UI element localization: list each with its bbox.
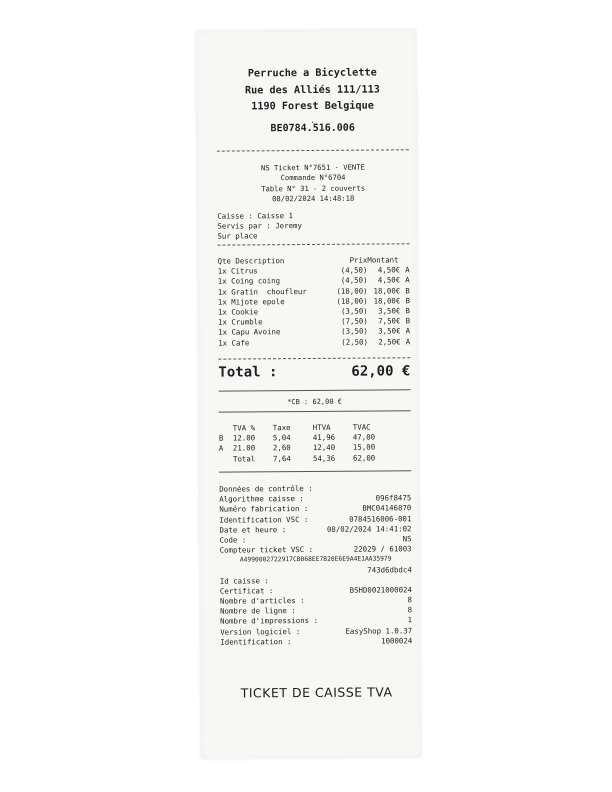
payment-method: *CB : 62,00 € <box>287 397 343 407</box>
item-vat-code: A <box>405 275 410 285</box>
divider <box>217 149 409 151</box>
count-label: Nombre d'impressions : <box>220 616 319 627</box>
vat-col-tvac: TVAC <box>352 422 371 432</box>
item-vat-code: A <box>405 326 411 336</box>
control-value: 22029 / 61003 <box>353 544 412 554</box>
divider <box>217 243 409 245</box>
item-price: (3,50) <box>340 306 368 316</box>
total-label: Total : <box>218 364 278 381</box>
ticket-info <box>217 162 409 205</box>
item-vat-code: B <box>405 285 410 295</box>
receipt-content <box>216 29 413 758</box>
ticket-number: NS Ticket N°7651 - VENTE <box>260 162 365 173</box>
control-label: Certificat : <box>219 586 274 596</box>
vat-tvac: 47,00 <box>352 432 376 442</box>
item-description: 1x Crumble <box>218 317 263 327</box>
vat-code: B <box>218 433 224 443</box>
receipt-paper <box>196 29 421 759</box>
item-amount: 2,50€ <box>378 336 401 347</box>
vat-col-tax: Taxe <box>272 423 291 433</box>
vat-tax: 5,04 <box>272 433 291 443</box>
item-amount: 3,50€ <box>378 326 401 336</box>
item-price: (4,50) <box>340 275 368 286</box>
vat-tax: 2,60 <box>272 443 291 453</box>
vat-col-rate: TVA % <box>232 423 256 433</box>
item-vat-code: A <box>405 265 410 275</box>
vat-rate: 12.00 <box>232 433 256 443</box>
vat-rate: Total <box>232 453 256 464</box>
hash-value: A4990002722917CB068EE7B20E6E9A4E1AA35979 <box>239 555 392 564</box>
item-amount: 7,50€ <box>378 316 401 326</box>
vat-tvac: 15,00 <box>352 442 376 453</box>
item-description: 1x Mijote epole <box>217 296 285 307</box>
shop-name: Perruche a Bicyclette <box>247 67 377 80</box>
control-label: Id caisse : <box>219 576 269 586</box>
control-value: 0784516006-001 <box>349 513 412 524</box>
count-label: Identification : <box>220 636 292 647</box>
item-price: (7,50) <box>341 316 368 326</box>
cash-register: Caisse : Caisse 1 <box>217 211 293 221</box>
vat-col-code <box>219 424 233 434</box>
items-table <box>218 255 411 348</box>
vat-code: A <box>218 443 224 454</box>
vat-number: BE0784.516.006 <box>270 122 355 135</box>
receipt-footer-title: TICKET DE CAISSE TVA <box>240 684 393 701</box>
list-item <box>220 636 412 648</box>
item-description: 1x Coing coing <box>217 276 281 287</box>
item-amount: 18,00€ <box>373 285 401 296</box>
control-label: Compteur ticket VSC : <box>219 545 314 555</box>
vat-tax: 7,64 <box>272 453 291 463</box>
vat-table <box>219 422 411 464</box>
count-value: 8 <box>407 595 413 605</box>
vat-htva: 54,36 <box>312 453 336 463</box>
divider <box>219 470 411 472</box>
item-vat-code: A <box>405 336 411 346</box>
shop-address-city: 1190 Forest Belgique <box>251 100 374 113</box>
vat-rate: 21.00 <box>232 443 256 453</box>
count-value: 1000024 <box>381 636 413 646</box>
service-info <box>217 210 409 242</box>
control-label: Données de contrôle : <box>219 483 313 494</box>
table-row <box>219 453 411 465</box>
control-label: Code : <box>219 535 247 545</box>
control-value: BSHD0021000024 <box>349 585 412 595</box>
count-label: Nombre d'articles : <box>219 596 305 606</box>
count-value: 1 <box>407 615 413 625</box>
control-value: 08/02/2024 14:41:02 <box>326 524 412 534</box>
item-amount: 4,50€ <box>377 275 401 285</box>
vat-col-htva: HTVA <box>312 422 331 432</box>
item-description: 1x Capu Avoine <box>218 327 281 338</box>
total-value: 62,00 € <box>351 363 411 380</box>
list-item <box>220 565 412 577</box>
separator-dot: . <box>310 115 316 125</box>
control-label: Algorithme caisse : <box>219 494 304 504</box>
control-label: Numéro fabrication : <box>219 504 309 515</box>
items-header-price: Prix <box>349 255 368 265</box>
counts-section <box>220 595 412 647</box>
item-vat-code: B <box>405 316 411 326</box>
count-label: Version logiciel : <box>220 626 301 637</box>
ticket-datetime: 08/02/2024 14:48:18 <box>272 193 355 204</box>
item-description: 1x Gratin choufleur <box>217 286 307 297</box>
vat-htva: 41,96 <box>312 433 336 443</box>
table-info: Table N° 31 - 2 couverts <box>261 183 366 194</box>
items-header-description: Qte Description <box>217 256 285 266</box>
item-amount: 3,50€ <box>378 306 401 316</box>
shop-header <box>216 65 408 116</box>
total-line <box>218 363 411 385</box>
control-label: Date et heure : <box>219 524 287 535</box>
vat-htva: 12,40 <box>312 443 336 453</box>
control-data <box>219 483 412 597</box>
table-row <box>218 337 410 349</box>
items-header-amount: Montant <box>367 255 399 265</box>
control-value: 096f8475 <box>375 493 412 503</box>
count-label: Nombre de ligne : <box>220 606 296 616</box>
served-by: Servis par : Jeremy <box>217 221 302 231</box>
item-amount: 4,50€ <box>377 265 401 275</box>
control-value: 743d6dbdc4 <box>367 564 412 575</box>
item-description: 1x Cookie <box>217 307 259 317</box>
count-value: EasyShop 1.0.37 <box>345 625 413 636</box>
item-price: (18,00) <box>336 286 368 296</box>
item-price: (2,50) <box>341 337 368 347</box>
item-description: 1x Cafe <box>218 338 250 348</box>
divider <box>219 410 411 412</box>
item-description: 1x Citrus <box>217 266 258 276</box>
divider <box>219 389 411 391</box>
control-label: Identification VSC : <box>219 514 309 525</box>
count-value: 8 <box>407 605 413 615</box>
control-value: NS <box>402 534 412 544</box>
shop-address-street: Rue des Alliés 111/113 <box>244 83 380 96</box>
item-vat-code: B <box>405 306 410 316</box>
item-price: (3,50) <box>341 326 368 337</box>
item-price: (4,50) <box>340 265 368 275</box>
order-number: Commande N°6704 <box>280 173 346 183</box>
divider <box>218 357 410 359</box>
vat-tvac: 62,00 <box>352 453 376 463</box>
dining-mode: Sur place <box>217 231 258 242</box>
control-value: BMC04146870 <box>362 503 412 514</box>
item-price: (18,00) <box>336 296 368 306</box>
list-item <box>219 524 411 536</box>
vat-code <box>219 454 233 464</box>
item-vat-code: B <box>405 296 410 306</box>
item-amount: 18,00€ <box>373 296 401 306</box>
